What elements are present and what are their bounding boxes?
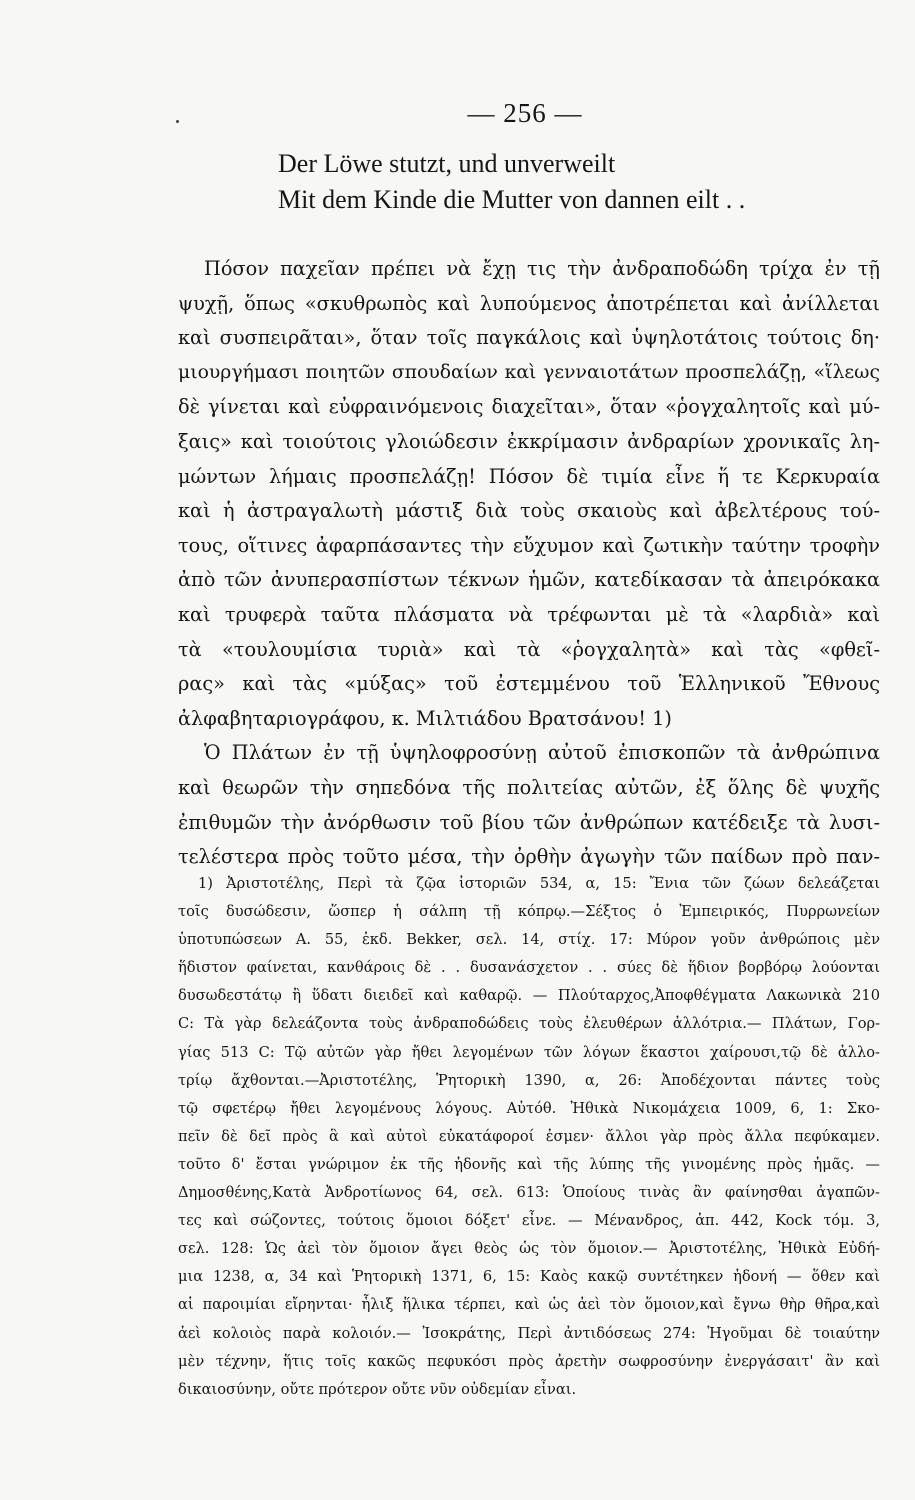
footnote-line: ἀεὶ κολοιὸς παρὰ κολοιόν.— Ἰσοκράτης, Περὶ ἀντιδόσεως 274: Ἡγοῦμαι δὲ τοιαύτην <box>178 1324 880 1342</box>
footnote-line: γίας 513 C: Τῷ αὐτῶν γὰρ ἤθει λεγομένων τῶν λόγων ἕκαστοι χαίρουσι,τῷ δὲ ἀλλο- <box>178 1043 880 1061</box>
footnote-line: πεῖν δὲ δεῖ πρὸς ἃ καὶ αὐτοὶ εὐκατάφοροί ἐσμεν· ἄλλοι γὰρ πρὸς ἄλλα πεφύκαμεν. <box>178 1127 880 1145</box>
footnote-line: τῷ σφετέρῳ ἤθει λεγομένους λόγους. Αὐτόθ. Ἠθικὰ Νικομάχεια 1009, 6, 1: Σκο- <box>178 1099 880 1117</box>
text-line: ἐπιθυμῶν τὴν ἀνόρθωσιν τοῦ βίου τῶν ἀνθρώπων κατέδειξε τὰ λυσι- <box>178 810 880 834</box>
footnote-line: Δημοσθένης,Κατὰ Ἀνδροτίωνος 64, σελ. 613: Ὁποίους τινὰς ἂν φαίνησθαι ἀγαπῶν- <box>178 1184 880 1202</box>
footnote-line: τρίῳ ἄχθονται.—Ἀριστοτέλης, Ῥητορικὴ 1390, α, 26: Ἀποδέχονται πάντες τοὺς <box>178 1071 880 1089</box>
text-line: ἀλφαβηταριογράφου, κ. Μιλτιάδου Βρατσάνου! 1) <box>178 706 672 730</box>
text-line: μιουργήμασι ποιητῶν σπουδαίων καὶ γενναιοτάτων προσπελάζῃ, «ἵλεως <box>178 361 880 383</box>
footnote-line: ὑποτυπώσεων Α. 55, ἐκδ. Bekker, σελ. 14, στίχ. 17: Μύρον γοῦν ἀνθρώποις μὲν <box>178 931 880 949</box>
text-line: ψυχῇ, ὅπως «σκυθρωπὸς καὶ λυπούμενος ἀποτρέπεται καὶ ἀνίλλεται <box>178 291 880 315</box>
text-line: καὶ τρυφερὰ ταῦτα πλάσματα νὰ τρέφωνται μὲ τὰ «λαρδιὰ» καὶ <box>178 602 880 626</box>
footnote-line: αἱ παροιμίαι εἴρηνται· ἧλιξ ἥλικα τέρπει, καὶ ὡς ἀεὶ τὸν ὅμοιον,καὶ ἔγνω θὴρ θῆρα,καὶ <box>178 1296 880 1314</box>
footnote-line: δικαιοσύνην, οὔτε πρότερον οὔτε νῦν οὐδεμίαν εἶναι. <box>178 1380 577 1398</box>
text-line: δὲ γίνεται καὶ εὐφραινόμενοις διαχεῖται», ὅταν «ῥογχαλητοῖς καὶ μύ- <box>178 395 880 419</box>
text-line: τὰ «τουλουμίσια τυριὰ» καὶ τὰ «ῥογχαλητὰ» καὶ τὰς «φθεῖ- <box>178 637 880 661</box>
text-line: καὶ συσπειρᾶται», ὅταν τοῖς παγκάλοις καὶ ὑψηλοτάτοις τούτοις δη· <box>178 326 880 350</box>
verse-quotation <box>278 146 745 218</box>
text-line: Ὁ Πλάτων ἐν τῇ ὑψηλοφροσύνῃ αὐτοῦ ἐπισκοπῶν τὰ ἀνθρώπινα <box>204 741 880 765</box>
footnote-line: C: Τὰ γὰρ δελεάζοντα τοὺς ἀνδραποδώδεις τοὺς ἐλευθέρων ἀλλότρια.— Πλάτων, Γορ- <box>178 1015 880 1033</box>
page-number: — 256 — <box>467 98 583 128</box>
footnote-line: μια 1238, α, 34 καὶ Ῥητορικὴ 1371, 6, 15: Καὸς κακῷ συντέτηκεν ἡδονή — ὅθεν καὶ <box>178 1268 880 1286</box>
text-line: ξαις» καὶ τοιούτοις γλοιώδεσιν ἐκκρίμασιν ἀνδραρίων χρονικαῖς λη- <box>178 429 880 453</box>
text-line: καὶ θεωρῶν τὴν σηπεδόνα τῆς πολιτείας αὐτῶν, ἐξ ὅλης δὲ ψυχῆς <box>178 775 880 799</box>
footnote-line: 1) Ἀριστοτέλης, Περὶ τὰ ζῷα ἱστοριῶν 534, α, 15: Ἔνια τῶν ζώων δελεάζεται <box>198 875 880 892</box>
text-line: τους, οἵτινες ἀφαρπάσαντες τὴν εὔχυμον καὶ ζωτικὴν ταύτην τροφὴν <box>178 533 880 557</box>
verse-line: Mit dem Kinde die Mutter von dannen eilt . . <box>278 185 746 214</box>
footnote-line: τες καὶ σώζοντες, τούτοις ὅμοιοι δόξετ' εἶνε. — Μένανδρος, ἀπ. 442, Kock τόμ. 3, <box>178 1212 880 1230</box>
text-line: Πόσον παχεῖαν πρέπει νὰ ἔχῃ τις τὴν ἀνδραποδώδη τρίχα ἐν τῇ <box>204 257 880 280</box>
text-line: καὶ ἡ ἀστραγαλωτὴ μάστιξ διὰ τοὺς σκαιοὺς καὶ ἀβελτέρους τού- <box>178 499 880 523</box>
text-line: ἀπὸ τῶν ἀνυπερασπίστων τέκνων ἡμῶν, κατεδίκασαν τὰ ἀπειρόκακα <box>178 568 880 592</box>
footnote-line: σελ. 128: Ὡς ἀεὶ τὸν ὅμοιον ἄγει θεὸς ὡς τὸν ὅμοιον.— Ἀριστοτέλης, Ἠθικὰ Εὐδή- <box>178 1240 880 1258</box>
footnote <box>178 870 880 1404</box>
footnote-line: δυσωδεστάτῳ ἢ ὕδατι διειδεῖ καὶ καθαρῷ. — Πλούταρχος,Ἀποφθέγματα Λακωνικὰ 210 <box>178 987 880 1005</box>
text-line: ρας» καὶ τὰς «μύξας» τοῦ ἐστεμμένου τοῦ Ἑλληνικοῦ Ἔθνους <box>178 672 880 696</box>
verse-line: Der Löwe stutzt, und unverweilt <box>278 149 616 178</box>
footnote-line: μὲν τέχνην, ἥτις τοῖς κακῶς πεφυκόσι πρὸς ἀρετὴν σωφροσύνην ἐνεργάσαιτ' ἂν καὶ <box>178 1352 880 1370</box>
footnote-line: ἥδιστον φαίνεται, κανθάροις δὲ . . δυσανάσχετον . . σύες δὲ ἥδιον βορβόρῳ λούονται <box>178 959 880 977</box>
text-line: μώντων λήμαις προσπελάζῃ! Πόσον δὲ τιμία εἶνε ἥ τε Κερκυραία <box>178 464 880 488</box>
footnote-line: τοῖς δυσώδεσιν, ὥσπερ ἡ σάλπη τῇ κόπρῳ.—Σέξτος ὁ Ἐμπειρικός, Πυρρωνείων <box>178 903 880 921</box>
footnote-line: τοῦτο δ' ἔσται γνώριμον ἐκ τῆς ἡδονῆς καὶ τῆς λύπης τῆς γινομένης πρὸς ἡμᾶς. — <box>178 1155 880 1173</box>
text-line: τελέστερα πρὸς τοῦτο μέσα, τὴν ὀρθὴν ἀγωγὴν τῶν παίδων πρὸ παν- <box>178 845 880 869</box>
main-text <box>178 252 880 875</box>
